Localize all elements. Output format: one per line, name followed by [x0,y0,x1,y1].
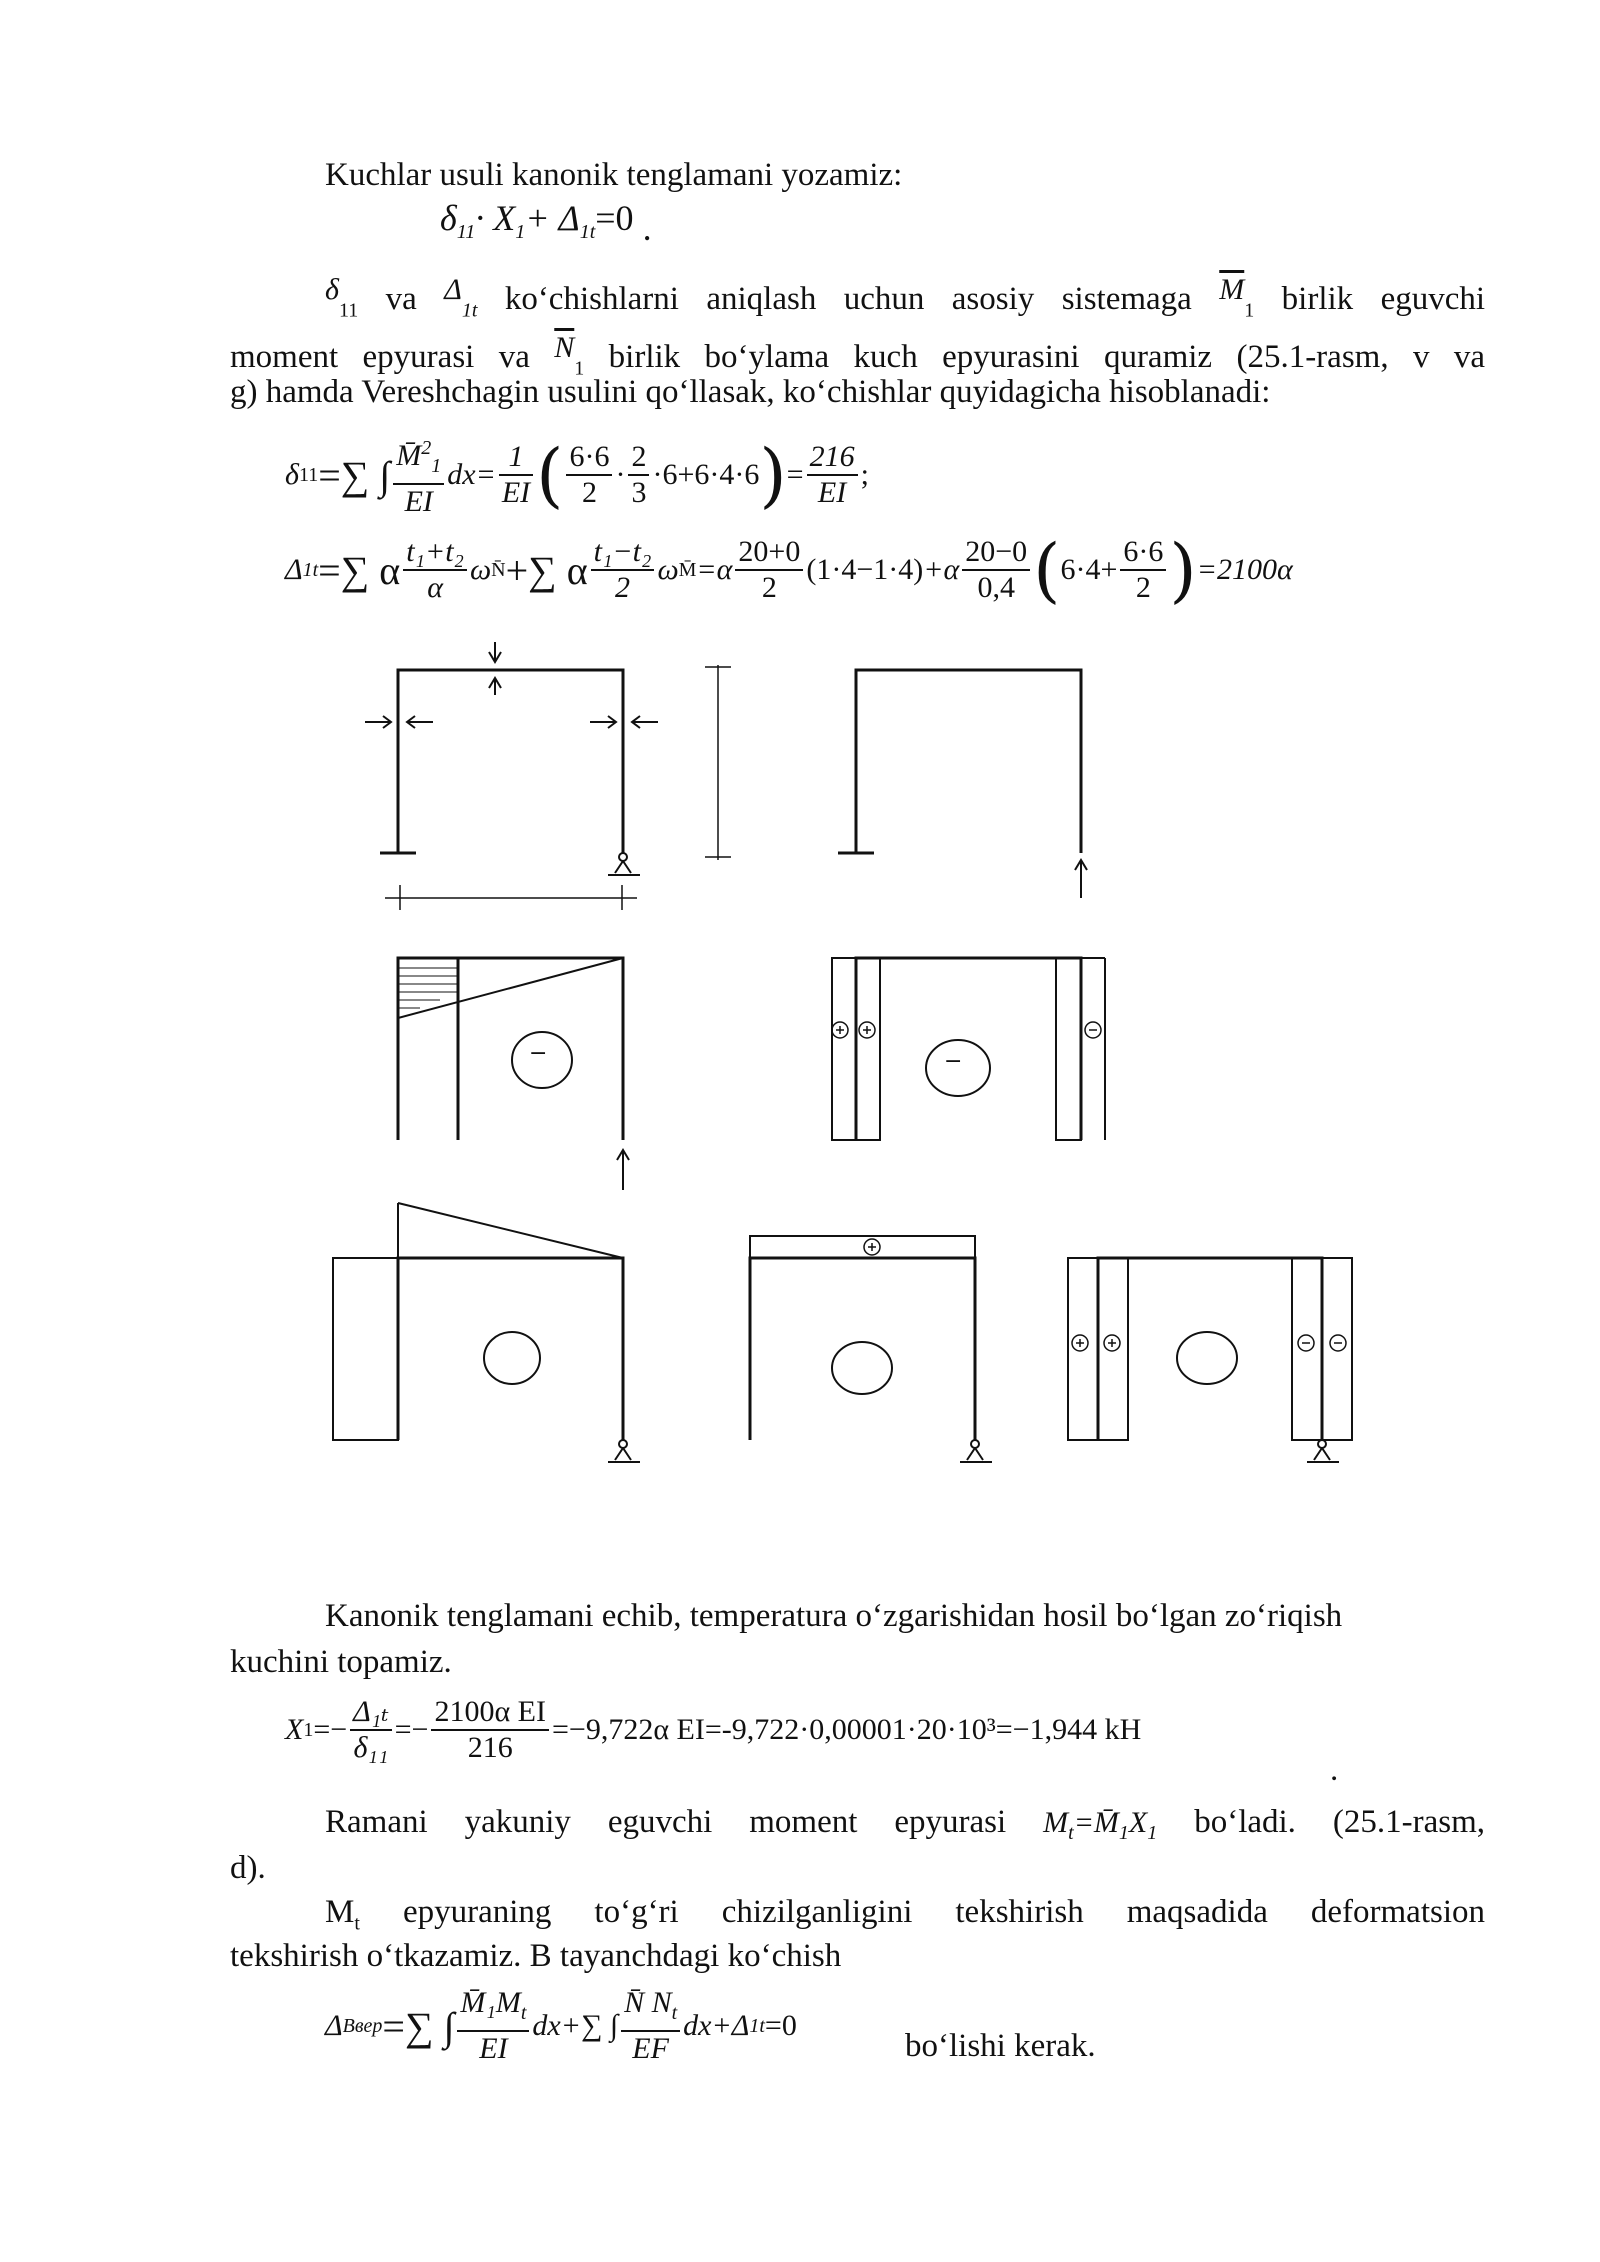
equation-x1: X 1 =− $\frac{\text{Δ₁ₜ}}{\text{δ₁₁}}$ =− $\frac{\text{2100α EI}}{216}$ =−9,722α EI=-9,722·0,00001·20·10³=−1,944 kH [285,1695,1142,1764]
paragraph-line-11: bo‘lishi kerak. [905,2028,1096,2064]
paragraph-line-5: Kanonik tenglamani echib, temperatura o‘zgarishidan hosil bo‘lgan zo‘riqish [325,1598,1343,1634]
nt-top-diagram [750,1236,992,1462]
paragraph-line-3: moment epyurasi va $\overline{N}_1$ birlik bo‘ylama kuch epyurasini quramiz (25.1-rasm, v va [230,331,1486,380]
frame-a [365,642,731,910]
sign-minus-c: − [529,1041,548,1066]
equation-delta11: δ 11 =∑ ∫ M̄$^2_1$ EI dx= $\frac{1}{EI}$ ( 6·6 2 · 2 3 ·6+6·4·6 ) = $\frac{216}{EI}$ ; [285,425,869,525]
paragraph-line-6: kuchini topamiz. [230,1644,452,1680]
sign-minus-d: − [944,1049,963,1074]
m1-diagram [398,958,629,1190]
n1-diagram [832,958,1105,1140]
mt-diagram [333,1203,640,1462]
equation-x1-dot: . [1330,1752,1339,1788]
paragraph-line-10: tekshirish o‘tkazamiz. B tayanchdagi ko‘chish [230,1938,842,1974]
paragraph-line-2: $\delta_{11}$ va $\Delta_{1t}$ ko‘chishlarni aniqlash uchun asosiy sistemaga $\overline{M}_1$ birlik eguvchi [325,273,1486,322]
equation-deformation-check: Δ B вер =∑ ∫ $M̄_1M_t$ EI dx+∑ ∫ N̄ $N_t$ EF dx+Δ 1t =0 [325,1986,797,2065]
equation-delta1t: Δ 1t =∑ α t₁+t₂ α ω N̄ +∑ α t₁−t₂ 2 ω M̄ =α 20+0 2 (1·4−1·4) +α 20−0 0,4 ( 6·4+ $\frac{6\cdot 6}{2}$ ) =2100α [285,529,1293,611]
paragraph-line-9: $M_t$ epyuraning to‘g‘ri chizilganligini tekshirish maqsadida deformatsion [325,1894,1485,1935]
nt-side-diagram [1068,1258,1352,1462]
paragraph-line-4: g) hamda Vereshchagin usulini qo‘llasak, ko‘chishlar quyidagicha hisoblanadi: [230,374,1271,410]
equation-canonical: $\delta_{11}\cdot X_1+ \Delta_{1t}=0$ . [440,198,652,248]
paragraph-line-8: d). [230,1850,266,1886]
frame-b [838,670,1087,898]
paragraph-line-7: Ramani yakuniy eguvchi moment epyurasi $M_t=M̄_1X_1$ bo‘ladi. (25.1-rasm, [325,1804,1486,1844]
paragraph-intro: Kuchlar usuli kanonik tenglamani yozamiz: [325,157,903,193]
